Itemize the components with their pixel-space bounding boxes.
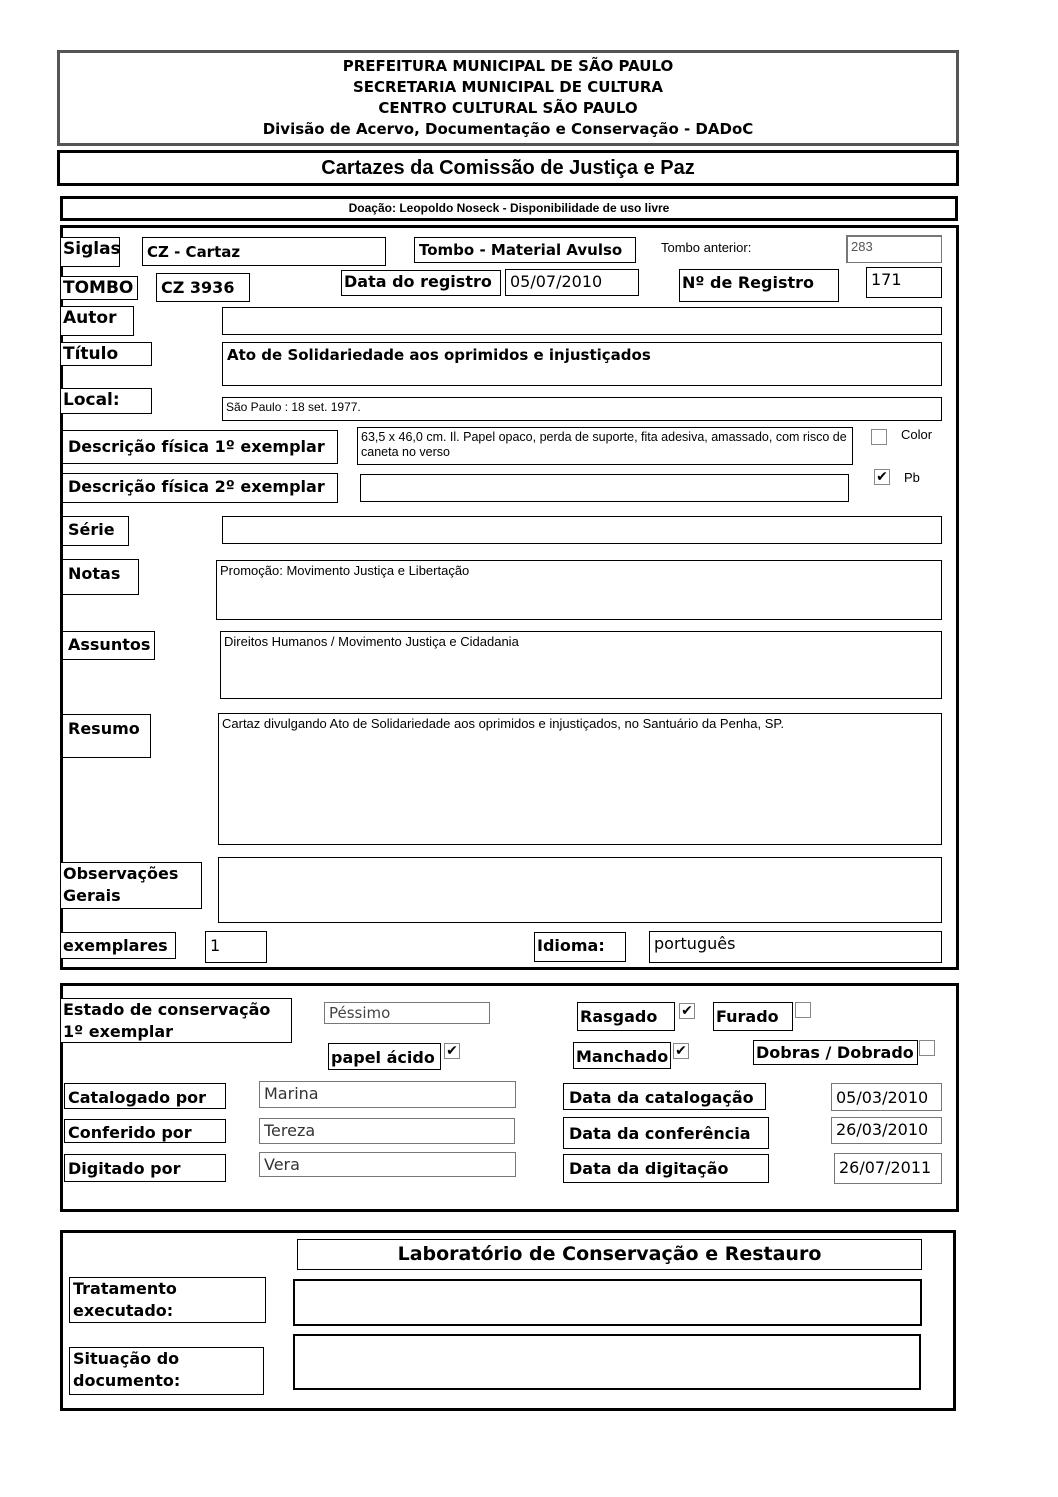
observacoes-label-border [60, 862, 202, 909]
collection-title [57, 150, 959, 186]
lab-title-text: Laboratório de Conservação e Restauro [397, 1243, 822, 1265]
siglas-field[interactable]: CZ - Cartaz [142, 237, 386, 266]
furado-checkbox[interactable] [795, 1002, 811, 1018]
autor-label: Autor [60, 306, 134, 336]
data-conferencia-label: Data da conferência [563, 1117, 769, 1149]
dobras-label: Dobras / Dobrado [753, 1040, 918, 1065]
papel-acido-label: papel ácido [328, 1043, 441, 1070]
notas-label: Notas [62, 559, 139, 595]
pb-label: Pb [904, 470, 920, 485]
manchado-checkbox[interactable]: ✔ [673, 1043, 689, 1059]
notas-field[interactable]: Promoção: Movimento Justiça e Libertação [216, 560, 942, 620]
local-field[interactable]: São Paulo : 18 set. 1977. [222, 397, 942, 421]
estado-field[interactable]: Péssimo [324, 1002, 490, 1024]
data-conferencia-field[interactable]: 26/03/2010 [831, 1117, 942, 1144]
observacoes-label: Observações Gerais [60, 862, 180, 909]
donation-text: Doação: Leopoldo Noseck - Disponibilidade de uso livre [348, 201, 670, 215]
header-line-2: SECRETARIA MUNICIPAL DE CULTURA [352, 78, 664, 96]
donation-banner [60, 196, 958, 221]
catalogado-label: Catalogado por [64, 1083, 226, 1109]
titulo-field[interactable]: Ato de Solidariedade aos oprimidos e injustiçados [222, 342, 942, 386]
rasgado-label: Rasgado [577, 1002, 675, 1031]
desc1-field[interactable]: 63,5 x 46,0 cm. Il. Papel opaco, perda de suporte, fita adesiva, amassado, com risco de caneta no verso [357, 427, 853, 465]
papel-acido-checkbox[interactable]: ✔ [444, 1043, 460, 1059]
tratamento-label: Tratamento executado: [69, 1277, 266, 1323]
data-digitacao-label: Data da digitação [563, 1154, 769, 1183]
local-label: Local: [60, 388, 152, 414]
manchado-label: Manchado [573, 1042, 671, 1069]
resumo-label: Resumo [62, 714, 151, 758]
header-line-4: Divisão de Acervo, Documentação e Conservação - DADoC [262, 120, 754, 138]
color-checkbox[interactable] [871, 429, 887, 445]
idioma-label: Idioma: [534, 932, 626, 962]
serie-label: Série [62, 516, 129, 546]
desc2-label: Descrição física 2º exemplar [62, 473, 338, 503]
exemplares-field[interactable]: 1 [205, 931, 267, 963]
tombo-label: TOMBO [60, 276, 138, 300]
tombo-anterior-label: Tombo anterior: [661, 240, 752, 255]
siglas-label: Siglas [60, 237, 120, 267]
data-digitacao-field[interactable]: 26/07/2011 [834, 1153, 942, 1184]
data-catalogacao-label: Data da catalogação [563, 1083, 766, 1110]
autor-field[interactable] [222, 307, 942, 335]
resumo-field[interactable]: Cartaz divulgando Ato de Solidariedade aos oprimidos e injustiçados, no Santuário da Penha, SP. [218, 713, 942, 845]
conferido-label: Conferido por [64, 1119, 226, 1143]
tombo-field[interactable]: CZ 3936 [156, 273, 250, 302]
situacao-label: Situação do documento: [69, 1347, 264, 1395]
color-label: Color [901, 427, 933, 442]
conferido-field[interactable]: Tereza [259, 1118, 515, 1144]
data-registro-label: Data do registro [341, 270, 501, 296]
exemplares-label: exemplares [60, 932, 176, 959]
data-registro-field[interactable]: 05/07/2010 [505, 269, 639, 296]
digitado-field[interactable]: Vera [259, 1152, 516, 1177]
dobras-checkbox[interactable] [919, 1040, 935, 1056]
serie-field[interactable] [222, 516, 942, 544]
furado-label: Furado [713, 1002, 793, 1031]
pb-checkbox[interactable]: ✔ [874, 469, 890, 485]
idioma-field[interactable]: português [649, 931, 942, 963]
assuntos-field[interactable]: Direitos Humanos / Movimento Justiça e Cidadania [220, 631, 942, 699]
data-catalogacao-field[interactable]: 05/03/2010 [831, 1083, 942, 1111]
header-line-1: PREFEITURA MUNICIPAL DE SÃO PAULO [342, 57, 674, 75]
desc2-field[interactable] [360, 474, 849, 502]
observacoes-field[interactable] [218, 857, 942, 923]
tratamento-field[interactable] [293, 1279, 922, 1326]
tombo-anterior-field[interactable]: 283 [846, 235, 942, 263]
tombo-material-label: Tombo - Material Avulso [414, 237, 636, 263]
assuntos-label: Assuntos [62, 631, 155, 660]
situacao-field[interactable] [293, 1334, 921, 1390]
header-line-3: CENTRO CULTURAL SÃO PAULO [378, 99, 638, 117]
institution-header [57, 50, 959, 146]
digitado-label: Digitado por [64, 1154, 226, 1182]
num-registro-field[interactable]: 171 [866, 267, 942, 298]
lab-title [297, 1239, 922, 1270]
rasgado-checkbox[interactable]: ✔ [679, 1003, 695, 1019]
titulo-label: Título [60, 342, 152, 366]
catalogado-field[interactable]: Marina [259, 1081, 516, 1108]
collection-title-text: Cartazes da Comissão de Justiça e Paz [321, 157, 695, 179]
num-registro-label: Nº de Registro [679, 269, 839, 302]
desc1-label: Descrição física 1º exemplar [62, 430, 338, 464]
estado-label: Estado de conservação 1º exemplar [60, 998, 292, 1043]
